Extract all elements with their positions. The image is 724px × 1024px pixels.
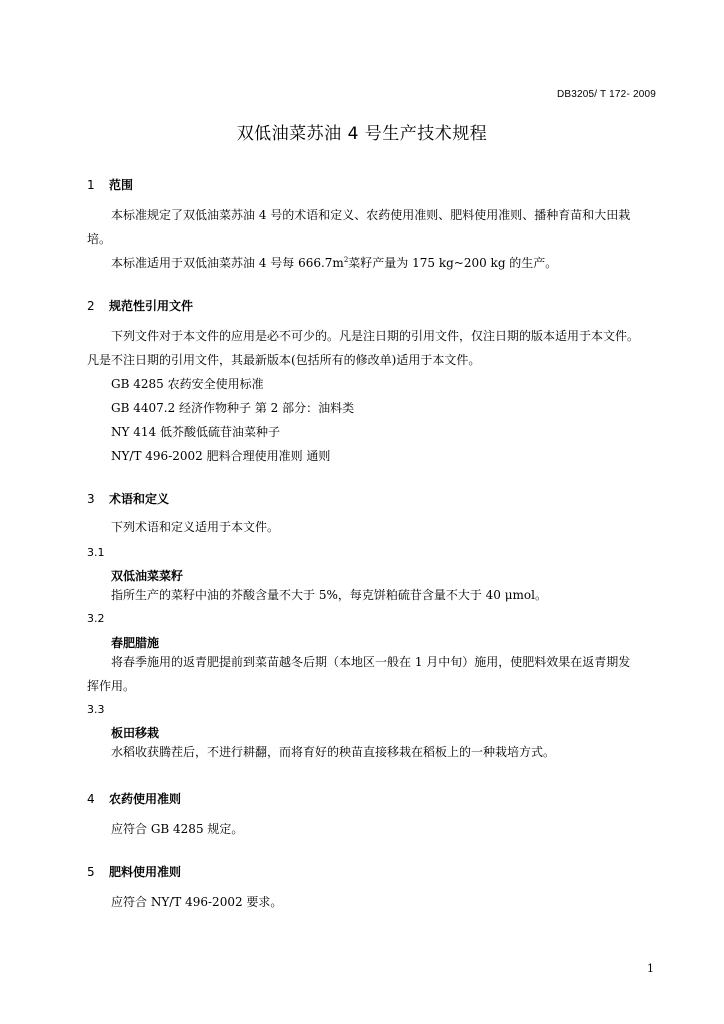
- term-3-1-number: 3.1: [87, 546, 105, 559]
- section-3-heading: [87, 490, 169, 507]
- section-1-number: 1: [87, 178, 95, 192]
- section-1-paragraph-1-line-1: 本标准规定了双低油菜苏油 4 号的术语和定义、农药使用准则、肥料使用准则、播种育苗和大田栽: [111, 208, 631, 222]
- document-title: 双低油菜苏油 4 号生产技术规程: [236, 124, 488, 144]
- page-number: 1: [647, 962, 654, 975]
- section-4-text: 应符合 GB 4285 规定。: [111, 822, 244, 836]
- term-3-1-definition: 指所生产的菜籽中油的芥酸含量不大于 5%，每克饼粕硫苷含量不大于 40 μmol。: [111, 588, 547, 602]
- section-5-heading: [87, 863, 181, 880]
- section-4-heading: [87, 790, 181, 807]
- section-2-title: 规范性引用文件: [109, 299, 194, 313]
- term-3-2-number: 3.2: [87, 612, 105, 625]
- section-2-paragraph-line-2: 凡是不注日期的引用文件，其最新版本(包括所有的修改单)适用于本文件。: [87, 353, 481, 367]
- term-3-1-name: 双低油菜菜籽: [111, 569, 184, 583]
- section-1-heading: [87, 176, 133, 193]
- term-3-3-definition: 水稻收获腾茬后，不进行耕翻，而将育好的秧苗直接移栽在稻板上的一种栽培方式。: [111, 745, 556, 759]
- section-5-number: 5: [87, 865, 95, 879]
- section-1-paragraph-1-line-2: 培。: [87, 232, 112, 246]
- reference-item: GB 4285 农药安全使用标准: [111, 377, 264, 391]
- section-2-heading: [87, 297, 193, 314]
- reference-item: NY 414 低芥酸低硫苷油菜种子: [111, 425, 280, 439]
- section-5-title: 肥料使用准则: [109, 865, 182, 879]
- term-3-3-name: 板田移栽: [111, 726, 160, 740]
- section-4-number: 4: [87, 792, 95, 806]
- term-3-2-definition-line-2: 挥作用。: [87, 679, 136, 693]
- section-1-paragraph-2-part-a: 本标准适用于双低油菜苏油 4 号每 666.7m: [111, 256, 344, 270]
- superscript-2: 2: [343, 256, 349, 264]
- section-2-paragraph-line-1: 下列文件对于本文件的应用是必不可少的。凡是注日期的引用文件，仅注日期的版本适用于本文件。: [111, 329, 640, 343]
- section-2-number: 2: [87, 299, 95, 313]
- term-3-2-definition-line-1: 将春季施用的返青肥提前到菜苗越冬后期（本地区一般在 1 月中旬）施用，使肥料效果在返青期发: [111, 655, 631, 669]
- section-5-text: 应符合 NY/T 496-2002 要求。: [111, 895, 283, 909]
- term-3-3-number: 3.3: [87, 703, 105, 716]
- section-1-paragraph-2-part-b: 菜籽产量为 175 kg~200 kg 的生产。: [348, 256, 558, 270]
- section-3-intro: 下列术语和定义适用于本文件。: [111, 520, 280, 534]
- section-1-paragraph-2: [111, 256, 557, 270]
- reference-item: GB 4407.2 经济作物种子 第 2 部分：油料类: [111, 401, 355, 415]
- reference-item: NY/T 496-2002 肥料合理使用准则 通则: [111, 449, 331, 463]
- section-3-number: 3: [87, 492, 95, 506]
- standard-code: DB3205/ T 172- 2009: [556, 89, 656, 100]
- section-4-title: 农药使用准则: [109, 792, 182, 806]
- term-3-2-name: 春肥腊施: [111, 636, 160, 650]
- section-1-title: 范围: [109, 178, 134, 192]
- section-3-title: 术语和定义: [109, 492, 170, 506]
